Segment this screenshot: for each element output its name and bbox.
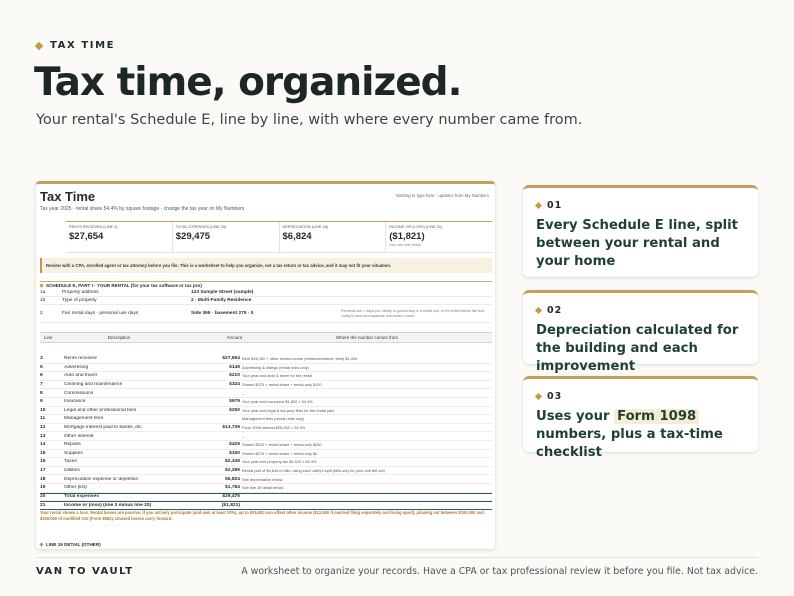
summary-label: DEPRECIATION (LINE 18) xyxy=(282,225,329,229)
line-description: Cleaning and maintenance xyxy=(64,382,123,388)
diamond-icon xyxy=(35,41,43,49)
card-text xyxy=(536,408,748,462)
property-table xyxy=(40,289,492,323)
line-description: Other interest xyxy=(64,433,94,439)
line-source: Your year-end property tax $4,320 × 54.4% xyxy=(242,459,317,465)
worksheet-title: Tax Time xyxy=(40,189,96,204)
table-row xyxy=(40,407,492,416)
line-amount: $6,824 xyxy=(225,476,240,482)
line-amount: $150 xyxy=(229,450,240,456)
line-description: Legal and other professional fees xyxy=(64,407,137,413)
property-row xyxy=(40,289,492,297)
col-amount: Amount xyxy=(226,335,242,340)
card-number-label: 03 xyxy=(547,391,563,402)
line-source: Management fees (rental units only) xyxy=(242,416,305,422)
line-number: 8 xyxy=(40,390,43,396)
card-number xyxy=(536,200,562,211)
line-description: Depreciation expense or depletion xyxy=(64,476,139,482)
line-source: Advertising & listings (rental units only) xyxy=(242,364,309,370)
line-source: Rental part of $4,616 in bills, using each utility's split (bills only for your unit left out) xyxy=(242,468,385,474)
table-row xyxy=(40,441,492,450)
table-row xyxy=(40,450,492,459)
line-description: Other (list) xyxy=(64,485,87,491)
passive-loss-note: Your rental shows a loss. Rental losses are passive: if you actively participate (and own at least 10%), up to $25,000 can offset other income ($12,500 if married filing separately and living apart), phasing out between $100,000 and $150,000 of modified AGI (Form 8582). Unused losses carry forward. xyxy=(40,510,484,521)
line-number: 10 xyxy=(40,407,46,413)
table-row xyxy=(40,389,492,398)
line-amount: $979 xyxy=(229,399,240,405)
line-amount: $429 xyxy=(229,442,240,448)
line-number: 20 xyxy=(40,494,46,500)
diamond-icon xyxy=(39,284,43,288)
summary-strip xyxy=(66,221,492,253)
card-text: Every Schedule E line, split between your rental and your home xyxy=(536,218,738,269)
property-note: Personal use = days you, family or guests stay in a rental unit, or it's rented below fair rent. Living in your own separate unit doesn't count. xyxy=(341,309,486,318)
line-source: – xyxy=(242,433,245,439)
line-description: Mortgage interest paid to banks, etc. xyxy=(64,425,144,431)
line-source: Your year-end legal & tax-prep fees for the rental part xyxy=(242,407,334,413)
table-row xyxy=(40,424,492,433)
part-heading xyxy=(40,281,492,288)
line-description: Utilities xyxy=(64,468,80,474)
card-number-label: 01 xyxy=(547,200,563,211)
line-amount: $2,289 xyxy=(225,468,240,474)
worksheet-sync-note: Nothing to type here · updates from My Numbers xyxy=(395,193,489,198)
line-number: 3 xyxy=(40,356,43,362)
line-number: 17 xyxy=(40,468,46,474)
summary-income xyxy=(386,222,492,252)
line-description: Total expenses xyxy=(64,494,99,500)
line-number: 9 xyxy=(40,399,43,405)
card-number xyxy=(536,305,562,316)
line-description: Repairs xyxy=(64,442,81,448)
eyebrow xyxy=(36,40,115,51)
summary-value: $29,475 xyxy=(175,231,211,242)
line-source: Shared $375 × rental share + rental-only $120 xyxy=(242,382,322,388)
line-amount: $250 xyxy=(229,407,240,413)
form-1098-highlight: Form 1098 xyxy=(614,409,699,424)
line-description: Insurance xyxy=(64,399,86,405)
table-row xyxy=(40,475,492,484)
line-amount: $2,349 xyxy=(225,459,240,465)
line-amount: $324 xyxy=(229,382,240,388)
property-desc: Fair rental days · personal use days xyxy=(62,311,139,316)
line19-heading xyxy=(40,542,101,547)
summary-label: INCOME OR (LOSS) (LINE 21) xyxy=(389,225,443,229)
property-desc: Property address xyxy=(62,290,99,295)
summary-expenses xyxy=(173,222,280,252)
table-row xyxy=(40,493,492,502)
page-title: Tax time, organized. xyxy=(34,60,462,105)
card-text: Depreciation calculated for the building and each improvement xyxy=(536,323,739,374)
line-description: Rents received xyxy=(64,356,97,362)
summary-value: $6,824 xyxy=(282,231,312,242)
summary-rents xyxy=(66,222,173,252)
col-where: Where the number comes from xyxy=(335,335,399,340)
brand-name: VAN TO VAULT xyxy=(36,566,134,577)
line-source: Shared $310 × rental share + rental-only $260 xyxy=(242,442,322,448)
line-description: Commissions xyxy=(64,390,94,396)
line-source: Rent $26,160 + other rental income (reimbursements, fees) $1,494 xyxy=(242,356,358,362)
property-row xyxy=(40,297,492,305)
worksheet-meta: Tax year 2025 · rental share 54.4% by square footage · change the tax year on My Numbers xyxy=(40,206,245,212)
table-row xyxy=(40,381,492,390)
line-number: 13 xyxy=(40,433,46,439)
line-amount: $13,739 xyxy=(222,425,240,431)
table-row xyxy=(40,364,492,373)
diamond-icon xyxy=(39,543,43,547)
table-row xyxy=(40,458,492,467)
worksheet-preview xyxy=(36,181,495,549)
table-row xyxy=(40,355,492,364)
property-value: 2 · Multi-Family Residence xyxy=(191,298,252,303)
line-source: Your year-end insurance $1,800 × 54.4% xyxy=(242,399,313,405)
table-row xyxy=(40,467,492,476)
line-amount: $1,784 xyxy=(225,485,240,491)
line-source: See depreciation below xyxy=(242,476,283,482)
line-number: 6 xyxy=(40,373,43,379)
summary-value: ($1,821) xyxy=(389,231,425,242)
line19-heading-label: LINE 19 DETAIL (OTHER) xyxy=(46,542,101,547)
diamond-icon xyxy=(535,307,542,314)
table-row xyxy=(40,372,492,381)
feature-card-1 xyxy=(523,185,758,277)
diamond-icon xyxy=(535,393,542,400)
line-number: 14 xyxy=(40,442,46,448)
page-subtitle: Your rental's Schedule E, line by line, with where every number came from. xyxy=(36,112,583,128)
eyebrow-label: TAX TIME xyxy=(50,40,116,51)
card-text-before: Uses your xyxy=(536,409,610,424)
summary-label: RENTS RECEIVED (LINE 3) xyxy=(69,225,118,229)
property-value: Side 365 · basement 275 · 0 xyxy=(191,311,254,316)
line-amount: $210 xyxy=(229,373,240,379)
line-description: Supplies xyxy=(64,450,83,456)
property-value: 123 Sample Street (sample) xyxy=(191,290,254,295)
feature-card-3 xyxy=(523,376,758,460)
table-row xyxy=(40,484,492,493)
line-number: 5 xyxy=(40,364,43,370)
col-description: Description xyxy=(107,335,131,340)
line-source: Form 1098 interest $25,262 × 54.4% xyxy=(242,425,306,431)
footer-divider xyxy=(36,557,758,558)
card-number xyxy=(536,391,562,402)
line-number: 19 xyxy=(40,485,46,491)
property-line: 1b xyxy=(40,298,46,303)
part-heading-label: SCHEDULE E, PART I · YOUR RENTAL (for your tax software or tax pro) xyxy=(46,283,202,288)
footer-disclaimer: A worksheet to organize your records. Have a CPA or tax professional review it before you file. Not tax advice. xyxy=(241,566,758,577)
summary-value: $27,654 xyxy=(69,231,104,242)
line-amount: $29,475 xyxy=(222,494,240,500)
diamond-icon xyxy=(535,202,542,209)
summary-depreciation xyxy=(280,222,387,252)
line-source: – xyxy=(242,390,245,396)
line-source: Your year-end auto & travel for the rental xyxy=(242,373,313,379)
card-text-after: numbers, plus a tax-time checklist xyxy=(536,427,723,460)
line-description: Taxes xyxy=(64,459,77,465)
property-row xyxy=(40,305,492,323)
review-banner: Review with a CPA, enrolled agent or tax attorney before you file. This is a worksheet to help you organize, not a tax return or tax advice, and it may not fit your situation. xyxy=(40,258,492,273)
lines-column-header xyxy=(40,332,492,343)
line-amount: $27,654 xyxy=(222,356,240,362)
property-desc: Type of property xyxy=(62,298,97,303)
table-row xyxy=(40,398,492,407)
line-description: Income or (loss) (line 3 minus line 20) xyxy=(64,502,152,508)
line-number: 21 xyxy=(40,502,46,508)
feature-card-2 xyxy=(523,290,758,374)
summary-note: loss: see note below xyxy=(389,243,421,247)
line-description: Auto and travel xyxy=(64,373,97,379)
line-description: Advertising xyxy=(64,364,89,370)
line-number: 16 xyxy=(40,459,46,465)
line-source: Shared $275 × rental share + rental-only $0 xyxy=(242,450,318,456)
line-number: 7 xyxy=(40,382,43,388)
card-number-label: 02 xyxy=(547,305,563,316)
line-number: 12 xyxy=(40,425,46,431)
table-row xyxy=(40,501,492,510)
line-number: 11 xyxy=(40,416,46,422)
line-amount: $149 xyxy=(229,364,240,370)
line-amount: ($1,821) xyxy=(221,502,240,508)
line-description: Management fees xyxy=(64,416,104,422)
line-number: 18 xyxy=(40,476,46,482)
table-row xyxy=(40,432,492,441)
summary-label: TOTAL EXPENSES (LINE 20) xyxy=(175,225,227,229)
property-line: 2 xyxy=(40,311,43,316)
property-line: 1a xyxy=(40,290,46,295)
line-source: See line 19 detail below xyxy=(242,485,284,491)
col-line: Line xyxy=(44,335,53,340)
table-row xyxy=(40,415,492,424)
line-number: 15 xyxy=(40,450,46,456)
schedule-lines xyxy=(40,355,492,510)
